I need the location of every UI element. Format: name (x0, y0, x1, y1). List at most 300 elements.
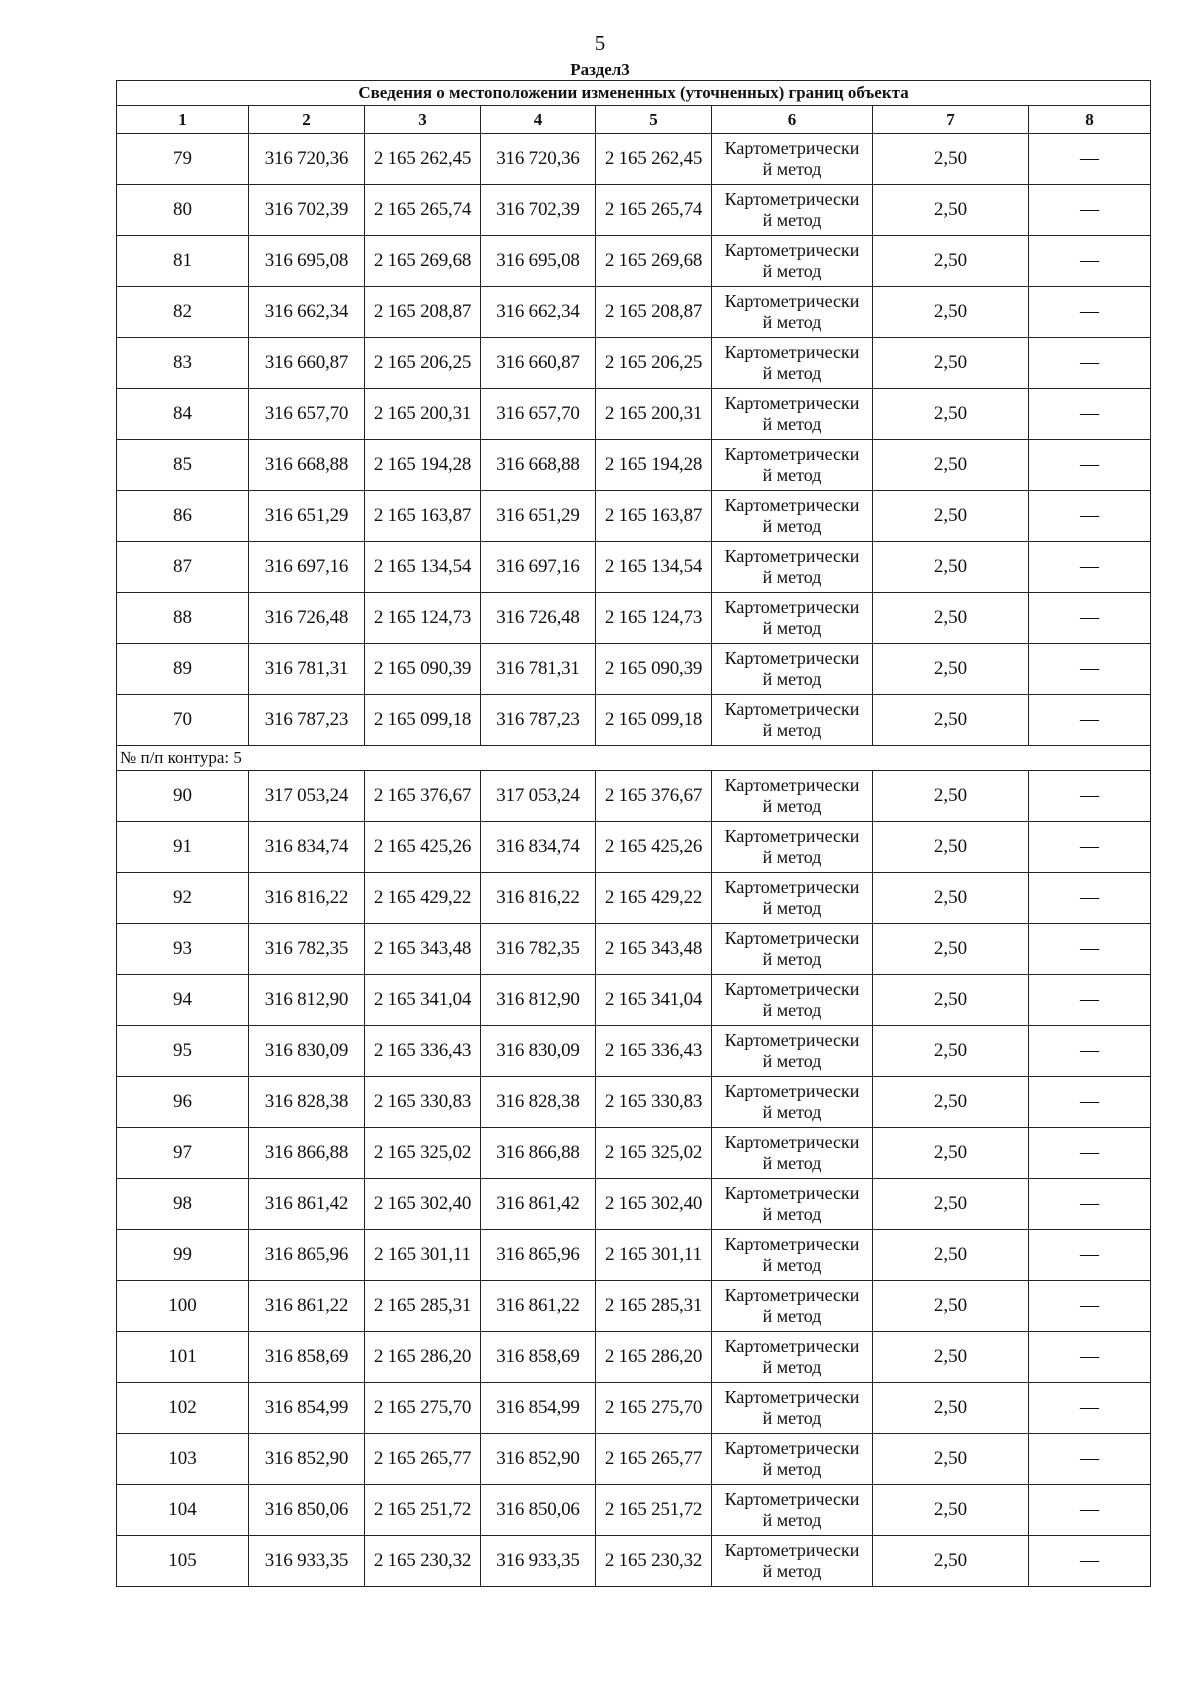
x-new: 316 662,34 (481, 287, 596, 338)
accuracy: 2,50 (873, 1281, 1029, 1332)
accuracy: 2,50 (873, 134, 1029, 185)
x-new: 316 816,22 (481, 873, 596, 924)
column-number: 7 (873, 106, 1029, 134)
table-row (117, 924, 1151, 975)
method-text: й метод (762, 669, 822, 689)
method-cell (712, 822, 873, 873)
y-new: 2 165 301,11 (596, 1230, 712, 1281)
method-text: Картометрически (724, 928, 860, 948)
y-existing: 2 165 208,87 (365, 287, 481, 338)
description: — (1029, 873, 1151, 924)
table-row (117, 338, 1151, 389)
method-cell (712, 695, 873, 746)
method-cell (712, 389, 873, 440)
method-text: Картометрически (724, 648, 860, 668)
method-text: Картометрически (724, 1285, 860, 1305)
y-existing: 2 165 325,02 (365, 1128, 481, 1179)
point-number: 87 (117, 542, 249, 593)
x-new: 316 668,88 (481, 440, 596, 491)
y-existing: 2 165 286,20 (365, 1332, 481, 1383)
accuracy: 2,50 (873, 771, 1029, 822)
method-text: Картометрически (724, 495, 860, 515)
method-text: Картометрически (724, 291, 860, 311)
y-existing: 2 165 275,70 (365, 1383, 481, 1434)
y-existing: 2 165 251,72 (365, 1485, 481, 1536)
method-cell (712, 924, 873, 975)
y-new: 2 165 343,48 (596, 924, 712, 975)
point-number: 97 (117, 1128, 249, 1179)
x-existing: 316 660,87 (249, 338, 365, 389)
x-new: 316 852,90 (481, 1434, 596, 1485)
x-new: 316 858,69 (481, 1332, 596, 1383)
x-new: 316 695,08 (481, 236, 596, 287)
point-number: 92 (117, 873, 249, 924)
table-row (117, 134, 1151, 185)
accuracy: 2,50 (873, 1485, 1029, 1536)
description: — (1029, 924, 1151, 975)
x-existing: 316 668,88 (249, 440, 365, 491)
description: — (1029, 185, 1151, 236)
x-existing: 316 812,90 (249, 975, 365, 1026)
x-new: 316 781,31 (481, 644, 596, 695)
point-number: 94 (117, 975, 249, 1026)
point-number: 88 (117, 593, 249, 644)
table-row (117, 1536, 1151, 1587)
y-existing: 2 165 265,77 (365, 1434, 481, 1485)
method-text: Картометрически (724, 1438, 860, 1458)
y-new: 2 165 336,43 (596, 1026, 712, 1077)
column-number: 8 (1029, 106, 1151, 134)
x-new: 316 720,36 (481, 134, 596, 185)
description: — (1029, 1026, 1151, 1077)
column-number: 6 (712, 106, 873, 134)
method-text: й метод (762, 1408, 822, 1428)
method-cell (712, 491, 873, 542)
y-new: 2 165 099,18 (596, 695, 712, 746)
method-cell (712, 287, 873, 338)
x-new: 316 830,09 (481, 1026, 596, 1077)
y-new: 2 165 208,87 (596, 287, 712, 338)
table-row (117, 771, 1151, 822)
point-number: 82 (117, 287, 249, 338)
method-text: Картометрически (724, 1489, 860, 1509)
method-text: й метод (762, 1510, 822, 1530)
method-text: Картометрически (724, 1081, 860, 1101)
y-existing: 2 165 285,31 (365, 1281, 481, 1332)
point-number: 81 (117, 236, 249, 287)
method-cell (712, 1485, 873, 1536)
table-row (117, 542, 1151, 593)
x-existing: 316 726,48 (249, 593, 365, 644)
accuracy: 2,50 (873, 1434, 1029, 1485)
x-existing: 316 720,36 (249, 134, 365, 185)
description: — (1029, 1230, 1151, 1281)
accuracy: 2,50 (873, 822, 1029, 873)
method-text: й метод (762, 1204, 822, 1224)
method-cell (712, 1536, 873, 1587)
x-existing: 316 651,29 (249, 491, 365, 542)
point-number: 89 (117, 644, 249, 695)
point-number: 96 (117, 1077, 249, 1128)
method-text: Картометрически (724, 1336, 860, 1356)
method-cell (712, 1434, 873, 1485)
method-text: Картометрически (724, 546, 860, 566)
method-text: Картометрически (724, 1030, 860, 1050)
accuracy: 2,50 (873, 695, 1029, 746)
table-row (117, 1281, 1151, 1332)
x-existing: 317 053,24 (249, 771, 365, 822)
point-number: 100 (117, 1281, 249, 1332)
method-text: й метод (762, 261, 822, 281)
y-new: 2 165 265,74 (596, 185, 712, 236)
x-existing: 316 834,74 (249, 822, 365, 873)
point-number: 93 (117, 924, 249, 975)
x-new: 316 828,38 (481, 1077, 596, 1128)
y-new: 2 165 230,32 (596, 1536, 712, 1587)
method-text: Картометрически (724, 597, 860, 617)
description: — (1029, 287, 1151, 338)
point-number: 79 (117, 134, 249, 185)
y-new: 2 165 269,68 (596, 236, 712, 287)
method-cell (712, 1179, 873, 1230)
table-title-row (117, 81, 1151, 106)
point-number: 90 (117, 771, 249, 822)
method-cell (712, 236, 873, 287)
method-text: Картометрически (724, 826, 860, 846)
method-text: Картометрически (724, 775, 860, 795)
method-text: й метод (762, 618, 822, 638)
table-row (117, 593, 1151, 644)
y-existing: 2 165 134,54 (365, 542, 481, 593)
accuracy: 2,50 (873, 975, 1029, 1026)
accuracy: 2,50 (873, 1179, 1029, 1230)
contour-row (117, 746, 1151, 771)
table-row (117, 1026, 1151, 1077)
x-new: 316 861,42 (481, 1179, 596, 1230)
description: — (1029, 134, 1151, 185)
table-row (117, 1332, 1151, 1383)
description: — (1029, 644, 1151, 695)
x-new: 316 651,29 (481, 491, 596, 542)
table-row (117, 1230, 1151, 1281)
method-cell (712, 542, 873, 593)
method-cell (712, 1128, 873, 1179)
table-row (117, 1128, 1151, 1179)
x-new: 316 697,16 (481, 542, 596, 593)
page-number: 5 (594, 31, 606, 55)
point-number: 99 (117, 1230, 249, 1281)
table-row (117, 236, 1151, 287)
x-existing: 316 828,38 (249, 1077, 365, 1128)
accuracy: 2,50 (873, 338, 1029, 389)
description: — (1029, 1077, 1151, 1128)
accuracy: 2,50 (873, 1026, 1029, 1077)
description: — (1029, 822, 1151, 873)
y-existing: 2 165 343,48 (365, 924, 481, 975)
description: — (1029, 1128, 1151, 1179)
x-new: 316 854,99 (481, 1383, 596, 1434)
accuracy: 2,50 (873, 389, 1029, 440)
table-row (117, 695, 1151, 746)
x-existing: 316 782,35 (249, 924, 365, 975)
y-existing: 2 165 330,83 (365, 1077, 481, 1128)
x-new: 316 866,88 (481, 1128, 596, 1179)
y-new: 2 165 341,04 (596, 975, 712, 1026)
y-new: 2 165 330,83 (596, 1077, 712, 1128)
table-row (117, 1077, 1151, 1128)
method-cell (712, 185, 873, 236)
x-existing: 316 861,22 (249, 1281, 365, 1332)
table-row (117, 491, 1151, 542)
method-cell (712, 1383, 873, 1434)
method-text: Картометрически (724, 1234, 860, 1254)
x-new: 316 861,22 (481, 1281, 596, 1332)
point-number: 101 (117, 1332, 249, 1383)
point-number: 83 (117, 338, 249, 389)
method-text: й метод (762, 159, 822, 179)
y-existing: 2 165 265,74 (365, 185, 481, 236)
y-new: 2 165 302,40 (596, 1179, 712, 1230)
x-existing: 316 657,70 (249, 389, 365, 440)
column-number: 1 (117, 106, 249, 134)
x-new: 316 850,06 (481, 1485, 596, 1536)
description: — (1029, 975, 1151, 1026)
x-existing: 316 662,34 (249, 287, 365, 338)
method-text: й метод (762, 567, 822, 587)
table-row (117, 1383, 1151, 1434)
y-new: 2 165 429,22 (596, 873, 712, 924)
y-existing: 2 165 206,25 (365, 338, 481, 389)
y-existing: 2 165 262,45 (365, 134, 481, 185)
x-existing: 316 850,06 (249, 1485, 365, 1536)
x-existing: 316 697,16 (249, 542, 365, 593)
table-title: Сведения о местоположении измененных (уточненных) границ объекта (117, 81, 1151, 106)
method-text: Картометрически (724, 189, 860, 209)
method-text: Картометрически (724, 342, 860, 362)
description: — (1029, 338, 1151, 389)
method-text: Картометрически (724, 1540, 860, 1560)
method-text: й метод (762, 312, 822, 332)
accuracy: 2,50 (873, 1077, 1029, 1128)
method-text: й метод (762, 796, 822, 816)
y-new: 2 165 090,39 (596, 644, 712, 695)
method-text: Картометрически (724, 1132, 860, 1152)
method-cell (712, 975, 873, 1026)
method-cell (712, 1026, 873, 1077)
x-existing: 316 702,39 (249, 185, 365, 236)
method-text: й метод (762, 1357, 822, 1377)
y-new: 2 165 194,28 (596, 440, 712, 491)
description: — (1029, 542, 1151, 593)
table-row (117, 873, 1151, 924)
point-number: 70 (117, 695, 249, 746)
description: — (1029, 1281, 1151, 1332)
method-cell (712, 440, 873, 491)
x-new: 316 726,48 (481, 593, 596, 644)
method-cell (712, 771, 873, 822)
description: — (1029, 1332, 1151, 1383)
table-row (117, 389, 1151, 440)
coordinates-table (116, 80, 1151, 1587)
table-row (117, 822, 1151, 873)
table-body (117, 134, 1151, 1587)
y-existing: 2 165 099,18 (365, 695, 481, 746)
column-number: 5 (596, 106, 712, 134)
method-text: й метод (762, 1153, 822, 1173)
y-new: 2 165 134,54 (596, 542, 712, 593)
accuracy: 2,50 (873, 1230, 1029, 1281)
method-cell (712, 1332, 873, 1383)
accuracy: 2,50 (873, 644, 1029, 695)
accuracy: 2,50 (873, 1383, 1029, 1434)
accuracy: 2,50 (873, 1536, 1029, 1587)
accuracy: 2,50 (873, 491, 1029, 542)
x-new: 316 782,35 (481, 924, 596, 975)
x-existing: 316 781,31 (249, 644, 365, 695)
method-text: й метод (762, 847, 822, 867)
point-number: 105 (117, 1536, 249, 1587)
y-existing: 2 165 376,67 (365, 771, 481, 822)
accuracy: 2,50 (873, 924, 1029, 975)
point-number: 103 (117, 1434, 249, 1485)
x-new: 316 702,39 (481, 185, 596, 236)
x-existing: 316 816,22 (249, 873, 365, 924)
y-existing: 2 165 302,40 (365, 1179, 481, 1230)
x-existing: 316 695,08 (249, 236, 365, 287)
description: — (1029, 1383, 1151, 1434)
method-text: й метод (762, 1102, 822, 1122)
y-new: 2 165 325,02 (596, 1128, 712, 1179)
point-number: 95 (117, 1026, 249, 1077)
description: — (1029, 1434, 1151, 1485)
point-number: 98 (117, 1179, 249, 1230)
method-text: й метод (762, 210, 822, 230)
x-existing: 316 933,35 (249, 1536, 365, 1587)
description: — (1029, 771, 1151, 822)
accuracy: 2,50 (873, 236, 1029, 287)
method-text: й метод (762, 465, 822, 485)
accuracy: 2,50 (873, 1332, 1029, 1383)
x-new: 316 657,70 (481, 389, 596, 440)
accuracy: 2,50 (873, 440, 1029, 491)
accuracy: 2,50 (873, 185, 1029, 236)
table-row (117, 644, 1151, 695)
x-new: 316 834,74 (481, 822, 596, 873)
description: — (1029, 695, 1151, 746)
y-existing: 2 165 301,11 (365, 1230, 481, 1281)
accuracy: 2,50 (873, 287, 1029, 338)
x-existing: 316 866,88 (249, 1128, 365, 1179)
y-existing: 2 165 341,04 (365, 975, 481, 1026)
description: — (1029, 1536, 1151, 1587)
accuracy: 2,50 (873, 873, 1029, 924)
point-number: 91 (117, 822, 249, 873)
y-existing: 2 165 194,28 (365, 440, 481, 491)
table-row (117, 1485, 1151, 1536)
x-new: 316 933,35 (481, 1536, 596, 1587)
method-text: й метод (762, 720, 822, 740)
method-text: Картометрически (724, 240, 860, 260)
column-number-row (117, 106, 1151, 134)
y-new: 2 165 285,31 (596, 1281, 712, 1332)
method-text: й метод (762, 1459, 822, 1479)
column-number: 3 (365, 106, 481, 134)
y-existing: 2 165 429,22 (365, 873, 481, 924)
method-text: й метод (762, 1000, 822, 1020)
method-text: й метод (762, 1051, 822, 1071)
method-text: й метод (762, 1255, 822, 1275)
x-new: 317 053,24 (481, 771, 596, 822)
description: — (1029, 236, 1151, 287)
method-text: й метод (762, 1306, 822, 1326)
y-new: 2 165 163,87 (596, 491, 712, 542)
method-cell (712, 134, 873, 185)
method-text: й метод (762, 414, 822, 434)
method-text: Картометрически (724, 979, 860, 999)
table-row (117, 1179, 1151, 1230)
accuracy: 2,50 (873, 542, 1029, 593)
y-existing: 2 165 090,39 (365, 644, 481, 695)
description: — (1029, 491, 1151, 542)
table-row (117, 440, 1151, 491)
x-new: 316 660,87 (481, 338, 596, 389)
y-new: 2 165 376,67 (596, 771, 712, 822)
y-new: 2 165 262,45 (596, 134, 712, 185)
method-text: Картометрически (724, 444, 860, 464)
table-row (117, 975, 1151, 1026)
description: — (1029, 440, 1151, 491)
accuracy: 2,50 (873, 593, 1029, 644)
point-number: 86 (117, 491, 249, 542)
point-number: 80 (117, 185, 249, 236)
method-cell (712, 338, 873, 389)
point-number: 102 (117, 1383, 249, 1434)
y-new: 2 165 200,31 (596, 389, 712, 440)
description: — (1029, 1485, 1151, 1536)
x-existing: 316 861,42 (249, 1179, 365, 1230)
section-title: Раздел3 (570, 60, 630, 79)
y-new: 2 165 124,73 (596, 593, 712, 644)
point-number: 84 (117, 389, 249, 440)
x-existing: 316 830,09 (249, 1026, 365, 1077)
method-cell (712, 1230, 873, 1281)
accuracy: 2,50 (873, 1128, 1029, 1179)
method-text: й метод (762, 949, 822, 969)
method-text: Картометрически (724, 877, 860, 897)
y-new: 2 165 425,26 (596, 822, 712, 873)
description: — (1029, 1179, 1151, 1230)
y-new: 2 165 206,25 (596, 338, 712, 389)
table-row (117, 1434, 1151, 1485)
method-text: Картометрически (724, 1387, 860, 1407)
x-existing: 316 854,99 (249, 1383, 365, 1434)
column-number: 4 (481, 106, 596, 134)
y-new: 2 165 275,70 (596, 1383, 712, 1434)
method-cell (712, 1077, 873, 1128)
method-text: Картометрически (724, 393, 860, 413)
method-text: й метод (762, 363, 822, 383)
y-existing: 2 165 425,26 (365, 822, 481, 873)
point-number: 104 (117, 1485, 249, 1536)
y-new: 2 165 251,72 (596, 1485, 712, 1536)
method-text: Картометрически (724, 699, 860, 719)
x-new: 316 865,96 (481, 1230, 596, 1281)
method-cell (712, 1281, 873, 1332)
column-number: 2 (249, 106, 365, 134)
method-text: Картометрически (724, 138, 860, 158)
x-new: 316 787,23 (481, 695, 596, 746)
point-number: 85 (117, 440, 249, 491)
